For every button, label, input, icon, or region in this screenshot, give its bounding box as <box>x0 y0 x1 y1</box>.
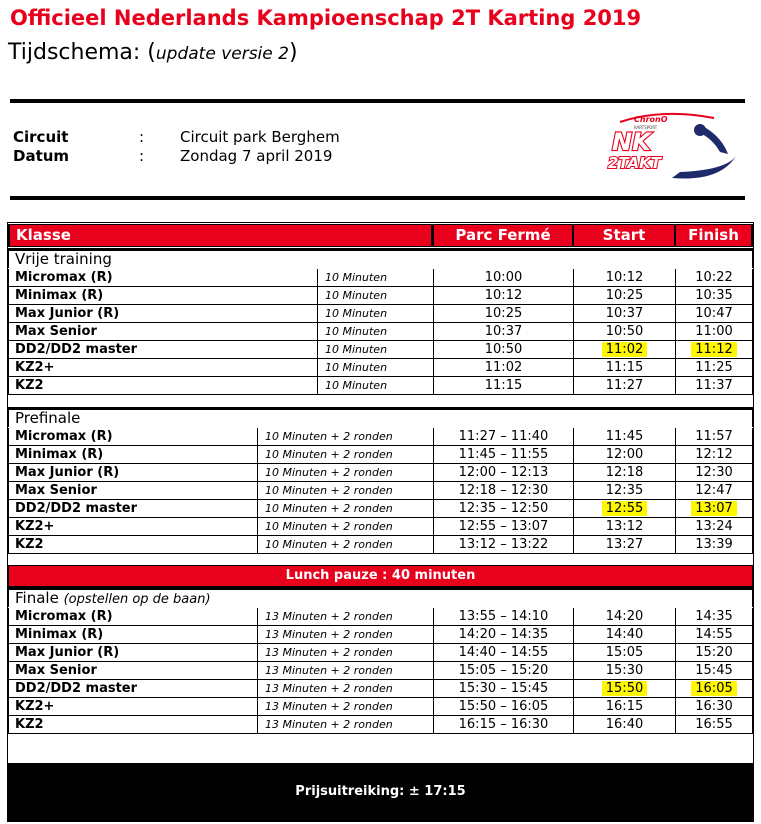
cell-duur-text: 13 Minuten + 2 ronden <box>265 682 393 695</box>
cell-parc-ferme-text: 10:00 <box>484 270 523 285</box>
cell-klasse <box>8 341 318 359</box>
cell-klasse <box>8 680 258 698</box>
table-row <box>8 377 753 395</box>
logo-swoosh-navy <box>672 156 736 179</box>
section-header <box>8 407 753 427</box>
cell-parc-ferme <box>434 662 574 680</box>
cell-klasse-text: KZ2 <box>15 378 44 393</box>
cell-klasse-text: KZ2 <box>15 537 44 552</box>
bottom-divider <box>10 196 745 200</box>
cell-parc-ferme <box>434 287 574 305</box>
cell-finish-text: 11:25 <box>695 360 733 375</box>
cell-duur <box>258 716 434 734</box>
document-title: Officieel Nederlands Kampioenschap 2T Karting 2019 <box>10 6 642 30</box>
cell-parc-ferme-text: 15:05 – 15:20 <box>458 663 549 678</box>
cell-duur <box>318 269 434 287</box>
cell-duur-text: 13 Minuten + 2 ronden <box>265 628 393 641</box>
cell-klasse-text: Max Junior (R) <box>15 645 120 660</box>
cell-parc-ferme <box>434 644 574 662</box>
cell-start-text: 12:00 <box>605 447 644 462</box>
cell-parc-ferme <box>434 341 574 359</box>
cell-start <box>574 305 676 323</box>
cell-finish <box>676 626 753 644</box>
cell-klasse <box>8 644 258 662</box>
cell-duur-text: 10 Minuten + 2 ronden <box>265 466 393 479</box>
table-row <box>8 608 753 626</box>
cell-start <box>574 608 676 626</box>
cell-duur <box>258 662 434 680</box>
cell-duur-text: 10 Minuten + 2 ronden <box>265 484 393 497</box>
subtitle-main: Tijdschema: ( <box>8 40 156 65</box>
cell-duur <box>318 305 434 323</box>
cell-parc-ferme-text: 11:02 <box>484 360 523 375</box>
cell-finish <box>676 518 753 536</box>
cell-parc-ferme-text: 13:12 – 13:22 <box>458 537 549 552</box>
circuit-label: Circuit <box>13 128 69 146</box>
cell-klasse-text: Minimax (R) <box>15 627 104 642</box>
cell-finish <box>676 305 753 323</box>
cell-parc-ferme <box>434 269 574 287</box>
cell-klasse <box>8 536 258 554</box>
cell-duur-text: 13 Minuten + 2 ronden <box>265 610 393 623</box>
table-header <box>8 224 753 247</box>
col-start: Start <box>574 225 674 246</box>
cell-start <box>574 626 676 644</box>
section-header <box>8 587 753 607</box>
col-parc-ferme: Parc Fermé <box>434 225 572 246</box>
cell-finish-text: 15:45 <box>695 663 733 678</box>
table-row <box>8 680 753 698</box>
table-row <box>8 323 753 341</box>
cell-klasse-text: Max Senior <box>15 324 97 339</box>
cell-finish-text: 13:24 <box>695 519 733 534</box>
cell-duur <box>318 341 434 359</box>
cell-start-text: 11:45 <box>605 429 644 444</box>
cell-parc-ferme <box>434 482 574 500</box>
cell-parc-ferme <box>434 305 574 323</box>
cell-parc-ferme-text: 16:15 – 16:30 <box>458 717 549 732</box>
cell-duur <box>258 626 434 644</box>
circuit-colon: : <box>139 128 145 146</box>
section-header <box>8 248 753 268</box>
cell-klasse-text: Max Junior (R) <box>15 306 120 321</box>
cell-parc-ferme-text: 11:45 – 11:55 <box>458 447 549 462</box>
lunch-text: Lunch pauze : 40 minuten <box>9 566 752 586</box>
cell-parc-ferme <box>434 608 574 626</box>
cell-duur-text: 10 Minuten + 2 ronden <box>265 502 393 515</box>
cell-start <box>574 500 676 518</box>
cell-parc-ferme <box>434 464 574 482</box>
cell-parc-ferme-text: 10:25 <box>484 306 523 321</box>
cell-duur-text: 10 Minuten <box>325 307 388 320</box>
cell-duur-text: 13 Minuten + 2 ronden <box>265 664 393 677</box>
cell-parc-ferme-text: 12:00 – 12:13 <box>458 465 549 480</box>
cell-klasse <box>8 305 318 323</box>
cell-finish <box>676 500 753 518</box>
cell-finish <box>676 359 753 377</box>
cell-klasse-text: DD2/DD2 master <box>15 501 138 516</box>
cell-duur <box>318 377 434 395</box>
section-note: (opstellen op de baan) <box>63 592 211 607</box>
logo-brand-sub: KARTSPORT <box>634 125 658 130</box>
cell-finish-text: 12:47 <box>695 483 733 498</box>
cell-klasse <box>8 518 258 536</box>
cell-duur <box>318 287 434 305</box>
cell-duur <box>318 359 434 377</box>
cell-start <box>574 716 676 734</box>
section-title <box>9 251 752 268</box>
cell-start <box>574 680 676 698</box>
cell-start <box>574 644 676 662</box>
cell-finish-text: 11:00 <box>695 324 733 339</box>
cell-duur-text: 10 Minuten <box>325 271 388 284</box>
table-row <box>8 428 753 446</box>
logo-2takt-text: 2TAKT <box>608 154 661 172</box>
cell-parc-ferme-text: 11:27 – 11:40 <box>458 429 549 444</box>
table-row <box>8 359 753 377</box>
cell-duur <box>258 608 434 626</box>
cell-klasse <box>8 716 258 734</box>
cell-duur <box>258 680 434 698</box>
cell-finish <box>676 716 753 734</box>
cell-start-text: 13:12 <box>605 519 644 534</box>
cell-duur <box>258 518 434 536</box>
cell-start-text: 11:02 <box>602 342 647 357</box>
cell-finish <box>676 377 753 395</box>
cell-start <box>574 428 676 446</box>
cell-start-text: 10:37 <box>605 306 644 321</box>
cell-klasse-text: Max Senior <box>15 663 97 678</box>
cell-start-text: 11:27 <box>605 378 644 393</box>
table-row <box>8 518 753 536</box>
cell-duur <box>258 428 434 446</box>
cell-duur-text: 10 Minuten <box>325 325 388 338</box>
cell-klasse-text: Minimax (R) <box>15 447 104 462</box>
cell-finish-text: 16:30 <box>695 699 733 714</box>
cell-finish-text: 10:47 <box>695 306 733 321</box>
cell-parc-ferme-text: 11:15 <box>484 378 523 393</box>
table-row <box>8 482 753 500</box>
cell-finish <box>676 464 753 482</box>
cell-parc-ferme-text: 12:55 – 13:07 <box>458 519 549 534</box>
cell-klasse <box>8 377 318 395</box>
cell-start-text: 15:50 <box>602 681 647 696</box>
cell-parc-ferme <box>434 446 574 464</box>
cell-start-text: 10:25 <box>605 288 644 303</box>
cell-duur-text: 13 Minuten + 2 ronden <box>265 700 393 713</box>
cell-start <box>574 518 676 536</box>
cell-start-text: 13:27 <box>605 537 644 552</box>
section-title-text: Prefinale <box>15 409 81 427</box>
cell-klasse-text: KZ2+ <box>15 519 55 534</box>
logo-helmet <box>694 124 706 136</box>
datum-colon: : <box>139 147 145 165</box>
cell-parc-ferme-text: 10:12 <box>484 288 523 303</box>
cell-finish <box>676 446 753 464</box>
cell-duur-text: 10 Minuten <box>325 379 388 392</box>
cell-finish-text: 10:22 <box>695 270 733 285</box>
cell-parc-ferme <box>434 500 574 518</box>
cell-finish <box>676 269 753 287</box>
cell-finish-text: 13:07 <box>691 501 736 516</box>
cell-finish <box>676 698 753 716</box>
cell-start-text: 14:20 <box>605 609 644 624</box>
logo-nk-text: NK <box>612 128 651 156</box>
cell-finish-text: 15:20 <box>695 645 733 660</box>
cell-start <box>574 341 676 359</box>
cell-finish-text: 16:05 <box>691 681 736 696</box>
cell-finish <box>676 536 753 554</box>
cell-start-text: 12:35 <box>605 483 644 498</box>
cell-duur-text: 10 Minuten + 2 ronden <box>265 430 393 443</box>
cell-duur-text: 10 Minuten + 2 ronden <box>265 520 393 533</box>
cell-klasse-text: DD2/DD2 master <box>15 681 138 696</box>
datum-label: Datum <box>13 147 70 165</box>
cell-parc-ferme <box>434 536 574 554</box>
cell-start <box>574 377 676 395</box>
cell-klasse-text: Max Senior <box>15 483 97 498</box>
cell-parc-ferme <box>434 698 574 716</box>
cell-klasse-text: DD2/DD2 master <box>15 342 138 357</box>
cell-parc-ferme-text: 14:40 – 14:55 <box>458 645 549 660</box>
cell-finish <box>676 428 753 446</box>
cell-duur <box>258 446 434 464</box>
cell-start-text: 15:05 <box>605 645 644 660</box>
cell-duur-text: 10 Minuten + 2 ronden <box>265 448 393 461</box>
cell-start-text: 14:40 <box>605 627 644 642</box>
cell-parc-ferme-text: 12:35 – 12:50 <box>458 501 549 516</box>
cell-parc-ferme-text: 10:37 <box>484 324 523 339</box>
cell-parc-ferme <box>434 716 574 734</box>
cell-parc-ferme <box>434 359 574 377</box>
col-finish: Finish <box>676 225 751 246</box>
cell-start-text: 12:18 <box>605 465 644 480</box>
cell-duur-text: 13 Minuten + 2 ronden <box>265 718 393 731</box>
cell-klasse-text: KZ2 <box>15 717 44 732</box>
cell-klasse <box>8 323 318 341</box>
subtitle-close: ) <box>288 40 298 65</box>
section-title <box>9 590 752 607</box>
cell-parc-ferme <box>434 626 574 644</box>
cell-klasse-text: Micromax (R) <box>15 609 113 624</box>
table-row <box>8 269 753 287</box>
table-row <box>8 341 753 359</box>
logo-brand: ChronO <box>634 115 668 124</box>
cell-parc-ferme <box>434 323 574 341</box>
schedule-subtitle <box>8 40 298 65</box>
table-row <box>8 464 753 482</box>
table-row <box>8 287 753 305</box>
cell-klasse <box>8 428 258 446</box>
cell-klasse <box>8 287 318 305</box>
section-title-text: Vrije training <box>15 250 112 268</box>
cell-start <box>574 359 676 377</box>
update-version: update versie 2 <box>155 44 289 64</box>
cell-duur-text: 10 Minuten <box>325 361 388 374</box>
table-row <box>8 500 753 518</box>
cell-start <box>574 482 676 500</box>
cell-klasse <box>8 446 258 464</box>
cell-finish <box>676 482 753 500</box>
cell-duur-text: 10 Minuten <box>325 289 388 302</box>
lunch-bar <box>8 565 753 587</box>
section-title-text: Finale <box>15 589 59 607</box>
cell-parc-ferme-text: 15:50 – 16:05 <box>458 699 549 714</box>
cell-start-text: 11:15 <box>605 360 644 375</box>
cell-finish-text: 11:57 <box>695 429 733 444</box>
datum-value: Zondag 7 april 2019 <box>180 147 333 165</box>
circuit-value: Circuit park Berghem <box>180 128 340 146</box>
cell-start <box>574 698 676 716</box>
cell-klasse-text: Minimax (R) <box>15 288 104 303</box>
cell-parc-ferme-text: 14:20 – 14:35 <box>458 627 549 642</box>
cell-parc-ferme-text: 13:55 – 14:10 <box>458 609 549 624</box>
cell-klasse-text: KZ2+ <box>15 699 55 714</box>
cell-parc-ferme <box>434 428 574 446</box>
cell-finish <box>676 608 753 626</box>
cell-duur <box>318 323 434 341</box>
cell-parc-ferme <box>434 680 574 698</box>
cell-klasse <box>8 359 318 377</box>
cell-duur <box>258 482 434 500</box>
cell-klasse-text: Micromax (R) <box>15 270 113 285</box>
cell-start <box>574 662 676 680</box>
section-title <box>9 410 752 427</box>
cell-klasse <box>8 698 258 716</box>
cell-parc-ferme <box>434 518 574 536</box>
cell-finish <box>676 323 753 341</box>
table-row <box>8 626 753 644</box>
cell-finish-text: 12:12 <box>695 447 733 462</box>
cell-duur-text: 10 Minuten + 2 ronden <box>265 538 393 551</box>
prize-ceremony-text: Prijsuitreiking: ± 17:15 <box>295 784 466 799</box>
top-divider <box>10 99 745 103</box>
cell-duur <box>258 644 434 662</box>
table-row <box>8 536 753 554</box>
cell-finish-text: 14:35 <box>695 609 733 624</box>
cell-klasse <box>8 626 258 644</box>
prize-ceremony-bar <box>8 763 753 821</box>
cell-start-text: 12:55 <box>602 501 647 516</box>
cell-parc-ferme-text: 10:50 <box>484 342 523 357</box>
cell-finish-text: 13:39 <box>695 537 733 552</box>
nk-2takt-logo <box>602 108 742 186</box>
cell-klasse-text: Micromax (R) <box>15 429 113 444</box>
cell-duur <box>258 464 434 482</box>
table-row <box>8 662 753 680</box>
cell-start-text: 10:12 <box>605 270 644 285</box>
table-row <box>8 644 753 662</box>
cell-klasse <box>8 482 258 500</box>
cell-start-text: 15:30 <box>605 663 644 678</box>
cell-duur-text: 10 Minuten <box>325 343 388 356</box>
cell-finish-text: 14:55 <box>695 627 733 642</box>
cell-finish-text: 16:55 <box>695 717 733 732</box>
cell-start <box>574 323 676 341</box>
cell-start <box>574 269 676 287</box>
cell-start-text: 10:50 <box>605 324 644 339</box>
cell-finish <box>676 662 753 680</box>
table-row <box>8 716 753 734</box>
cell-finish <box>676 341 753 359</box>
cell-klasse-text: KZ2+ <box>15 360 55 375</box>
cell-start <box>574 446 676 464</box>
cell-klasse <box>8 662 258 680</box>
cell-finish-text: 12:30 <box>695 465 733 480</box>
cell-start <box>574 287 676 305</box>
cell-start <box>574 536 676 554</box>
cell-finish <box>676 287 753 305</box>
cell-start <box>574 464 676 482</box>
cell-parc-ferme-text: 15:30 – 15:45 <box>458 681 549 696</box>
cell-klasse <box>8 500 258 518</box>
cell-duur <box>258 500 434 518</box>
cell-klasse <box>8 269 318 287</box>
table-row <box>8 698 753 716</box>
cell-finish <box>676 680 753 698</box>
cell-finish <box>676 644 753 662</box>
cell-parc-ferme <box>434 377 574 395</box>
cell-finish-text: 11:37 <box>695 378 733 393</box>
table-row <box>8 446 753 464</box>
cell-parc-ferme-text: 12:18 – 12:30 <box>458 483 549 498</box>
cell-duur <box>258 698 434 716</box>
cell-duur-text: 13 Minuten + 2 ronden <box>265 646 393 659</box>
cell-finish-text: 10:35 <box>695 288 733 303</box>
cell-start-text: 16:40 <box>605 717 644 732</box>
cell-duur <box>258 536 434 554</box>
cell-klasse <box>8 464 258 482</box>
cell-start-text: 16:15 <box>605 699 644 714</box>
cell-finish-text: 11:12 <box>691 342 736 357</box>
col-klasse: Klasse <box>10 225 431 246</box>
cell-klasse <box>8 608 258 626</box>
table-row <box>8 305 753 323</box>
cell-klasse-text: Max Junior (R) <box>15 465 120 480</box>
